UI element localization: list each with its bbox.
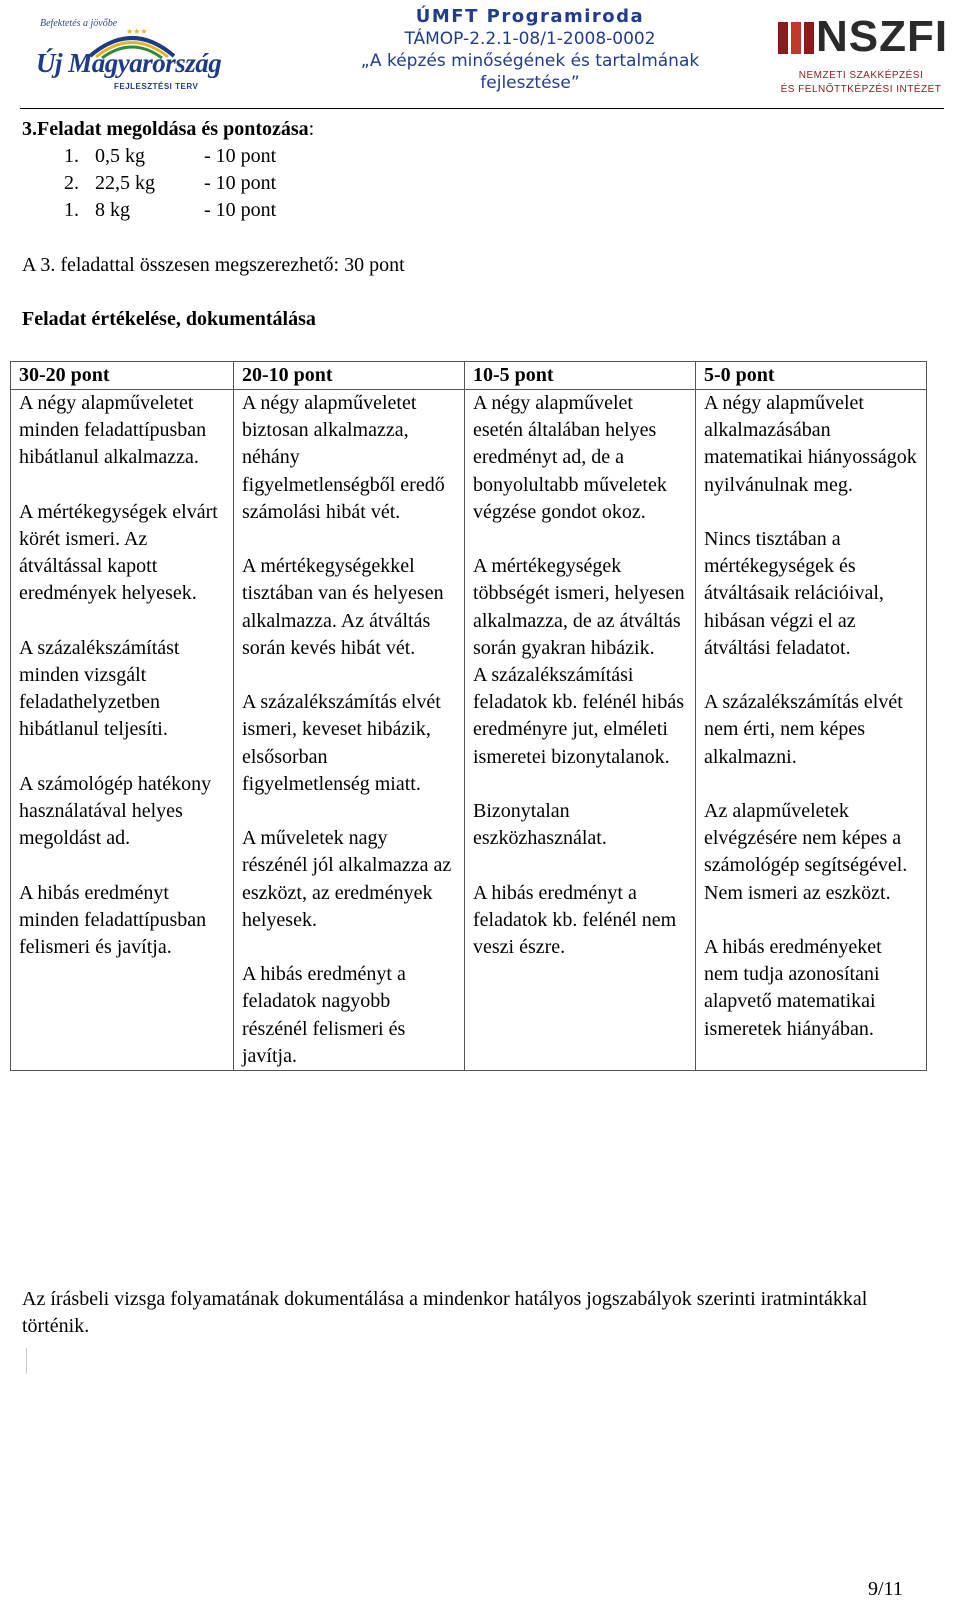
column-header: 10-5 pont bbox=[465, 362, 696, 390]
project-code: TÁMOP-2.2.1-08/1-2008-0002 bbox=[404, 29, 656, 49]
criterion-text: Az alapműveletek elvégzésére nem képes a számológép segítségével. Nem ismeri az eszközt. bbox=[704, 800, 908, 904]
table-row bbox=[11, 390, 927, 1071]
project-title-line2: fejlesztése” bbox=[480, 73, 580, 93]
logo-tagline: Befektetés a jövőbe bbox=[40, 18, 118, 29]
solution-row-points: - 10 pont bbox=[204, 172, 277, 194]
criterion-text: A hibás eredményeket nem tudja azonosítani alapvető matematikai ismeretek hiányában. bbox=[704, 936, 882, 1040]
table-header-row bbox=[11, 362, 927, 390]
uj-magyarorszag-logo bbox=[28, 8, 228, 98]
criteria-cell-5-0 bbox=[696, 390, 927, 1071]
column-header: 30-20 pont bbox=[11, 362, 234, 390]
documentation-note: Az írásbeli vizsga folyamatának dokumentálása a mindenkor hatályos jogszabályok szerinti iratmintákkal történik. bbox=[22, 1288, 868, 1337]
criterion-text: A négy alapművelet esetén általában helyes eredményt ad, de a bonyolultabb műveletek végzése gondot okoz. bbox=[473, 392, 667, 523]
nszfi-line2: ÉS FELNŐTTKÉPZÉSI INTÉZET bbox=[780, 84, 942, 95]
page-header bbox=[0, 0, 960, 116]
criterion-text: A négy alapművelet alkalmazásában matematikai hiányosságok nyilvánulnak meg. bbox=[704, 392, 917, 496]
solution-row bbox=[64, 197, 276, 224]
logo-brand: Új Magyarország bbox=[36, 48, 222, 78]
criterion-text: A számológép hatékony használatával helyes megoldást ad. bbox=[19, 772, 212, 850]
criteria-cell-20-10 bbox=[234, 390, 465, 1071]
criteria-cell-30-20 bbox=[11, 390, 234, 1071]
criterion-text: Nincs tisztában a mértékegységek és átváltásaik relációival, hibásan végzi el az átváltási feladatot. bbox=[704, 528, 884, 659]
header-divider bbox=[20, 108, 944, 109]
criterion-text: A hibás eredményt a feladatok kb. felénél nem veszi észre. bbox=[473, 881, 677, 959]
nszfi-logo bbox=[778, 12, 949, 96]
solution-row-value: 8 kg bbox=[95, 199, 130, 221]
column-header: 5-0 pont bbox=[696, 362, 927, 390]
program-office-heading bbox=[340, 6, 720, 94]
logo-subtitle: FEJLESZTÉSI TERV bbox=[114, 82, 199, 91]
project-title-line1: „A képzés minőségének és tartalmának bbox=[360, 51, 700, 71]
criterion-text: A százalékszámítási feladatok kb. felénél hibás eredményre jut, elméleti ismeretei bizonytalanok. bbox=[473, 664, 685, 768]
criterion-text: A százalékszámítást minden vizsgált feladathelyzetben hibátlanul teljesíti. bbox=[19, 636, 180, 741]
evaluation-table bbox=[10, 361, 927, 1071]
evaluation-title: Feladat értékelése, dokumentálása bbox=[22, 308, 316, 330]
nszfi-line1: NEMZETI SZAKKÉPZÉSI bbox=[798, 70, 924, 81]
svg-text:★★★: ★★★ bbox=[126, 27, 148, 36]
criterion-text: A mértékegységek elvárt körét ismeri. Az átváltással kapott eredmények helyesek. bbox=[19, 500, 218, 605]
criterion-text: A négy alapműveletet biztosan alkalmazza, néhány figyelmetlenségből eredő számolási hibát vét. bbox=[242, 392, 445, 523]
solution-row-number: 1. bbox=[64, 199, 79, 221]
solution-row-points: - 10 pont bbox=[204, 145, 277, 167]
criterion-text: A hibás eredményt minden feladattípusban felismeri és javítja. bbox=[19, 881, 207, 958]
solution-row bbox=[64, 170, 276, 197]
solution-row-value: 22,5 kg bbox=[95, 172, 155, 194]
solution-row-points: - 10 pont bbox=[204, 199, 277, 221]
criterion-text: A százalékszámítás elvét ismeri, keveset hibázik, elsősorban figyelmetlenség miatt. bbox=[242, 691, 441, 795]
criterion-text: A négy alapműveletet minden feladattípusban hibátlanul alkalmazza. bbox=[19, 392, 207, 469]
solution-row-number: 1. bbox=[64, 145, 79, 167]
solution-row-value: 0,5 kg bbox=[95, 145, 145, 167]
criterion-text: A százalékszámítás elvét nem érti, nem képes alkalmazni. bbox=[704, 691, 903, 768]
page-number: 9/11 bbox=[868, 1578, 903, 1600]
nszfi-wordmark: NSZFI bbox=[816, 12, 949, 61]
criterion-text: Bizonytalan eszközhasználat. bbox=[473, 800, 607, 850]
solution-title-bold: 3.Feladat megoldása és pontozása bbox=[22, 118, 309, 140]
criteria-cell-10-5 bbox=[465, 390, 696, 1071]
total-points-summary: A 3. feladattal összesen megszerezhető: 30 pont bbox=[22, 254, 405, 276]
program-office-name: ÚMFT Programiroda bbox=[415, 6, 645, 27]
solution-title bbox=[22, 116, 314, 143]
solution-title-colon: : bbox=[308, 118, 315, 140]
criterion-text: A hibás eredményt a feladatok nagyobb részénél felismeri és javítja. bbox=[242, 963, 406, 1067]
margin-mark bbox=[26, 1348, 27, 1374]
criterion-text: A műveletek nagy részénél jól alkalmazza az eszközt, az eredmények helyesek. bbox=[242, 827, 452, 931]
nszfi-mark-icon bbox=[778, 18, 816, 58]
criterion-text: A mértékegységekkel tisztában van és helyesen alkalmazza. Az átváltás során kevés hibát vét. bbox=[242, 555, 444, 659]
column-header: 20-10 pont bbox=[234, 362, 465, 390]
criterion-text: A mértékegységek többségét ismeri, helyesen alkalmazza, de az átváltás során gyakran hibázik. bbox=[473, 555, 685, 659]
solution-row-number: 2. bbox=[64, 172, 79, 194]
solution-row bbox=[64, 143, 276, 170]
